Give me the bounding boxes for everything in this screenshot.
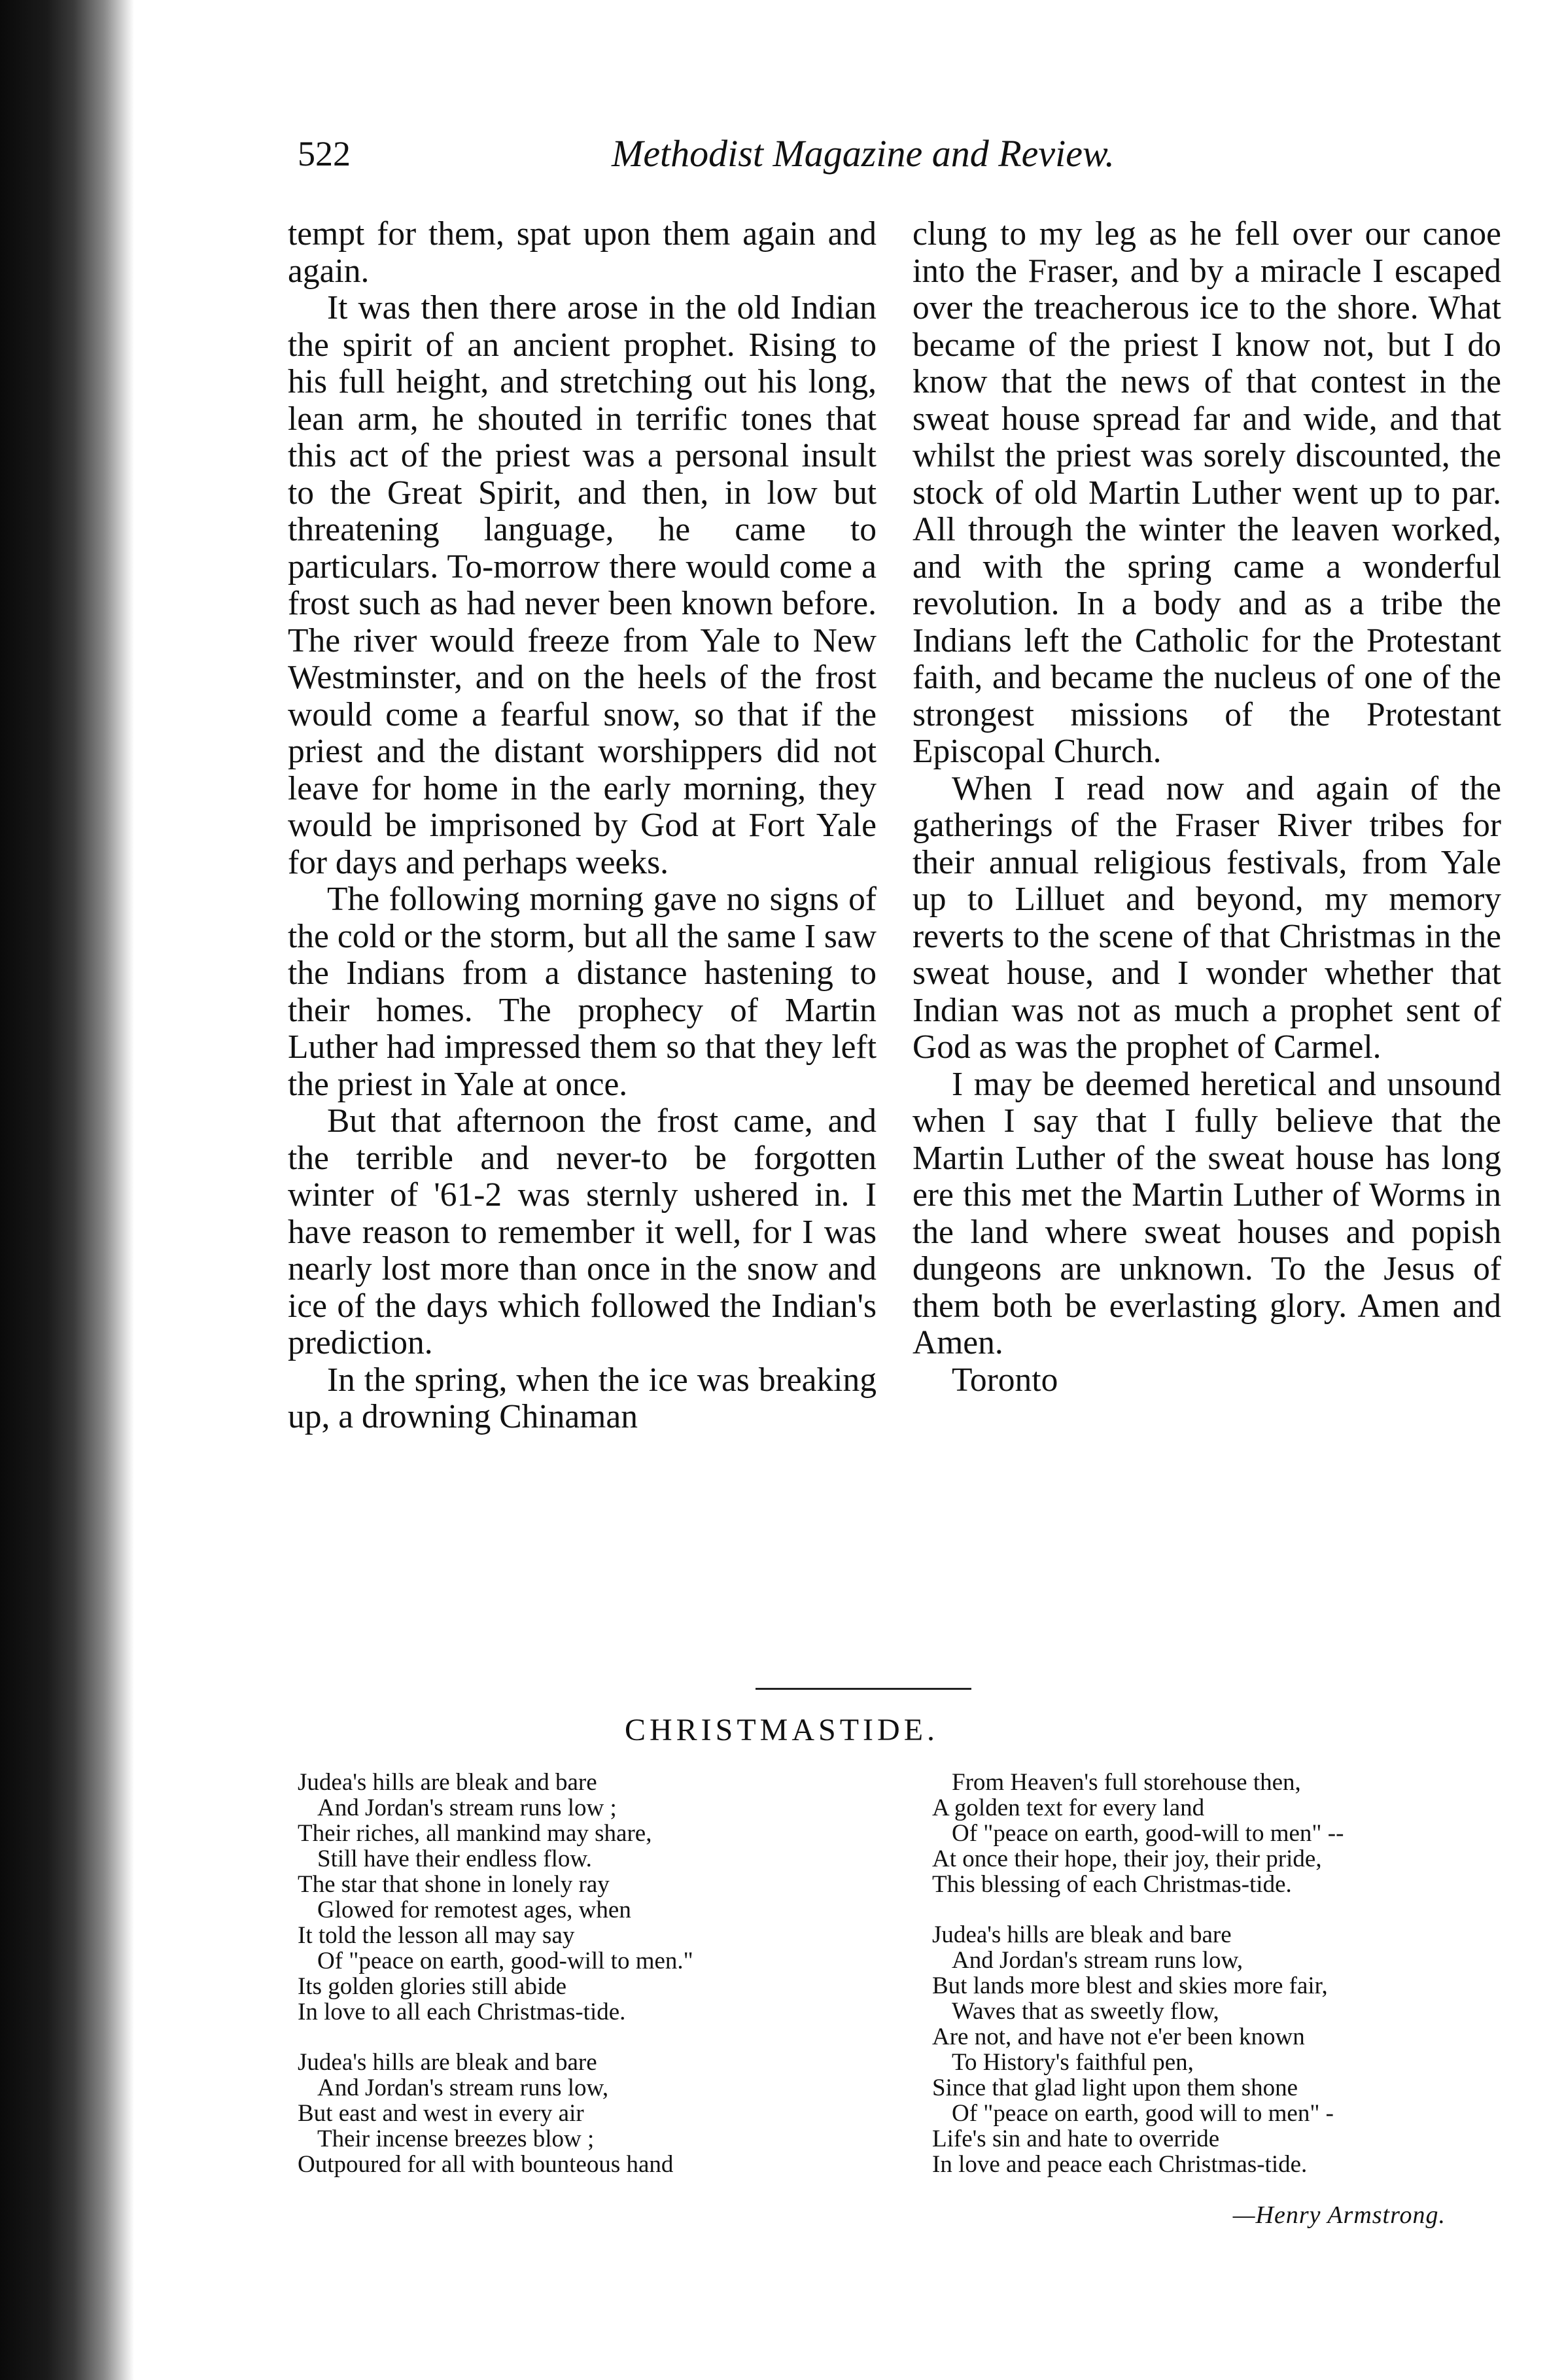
right-text-column bbox=[912, 216, 1501, 1655]
poem-author-signature: —Henry Armstrong. bbox=[1232, 2201, 1446, 2229]
poem-right-column bbox=[932, 1770, 1475, 2228]
poem-line: But lands more blest and skies more fair, bbox=[932, 1972, 1328, 1999]
poem-line: To History's faithful pen, bbox=[952, 2049, 1194, 2076]
poem-line: In love and peace each Christmas-tide. bbox=[932, 2151, 1308, 2178]
poem-stanza bbox=[298, 2050, 821, 2177]
poem-line: Judea's hills are bleak and bare bbox=[932, 1921, 1232, 1948]
poem-line: A golden text for every land bbox=[932, 1794, 1205, 1821]
paragraph: When I read now and again of the gatherings of the Fraser River tribes for their annual religious festivals, from Yale up to Lilluet and beyond, my memory reverts to the scene of that Christmas in the sweat house, and I wonder whether that Indian was not as much a prophet sent of God as was the prophet of Carmel. bbox=[912, 769, 1501, 1066]
paragraph: In the spring, when the ice was breaking up, a drowning Chinaman bbox=[288, 1361, 877, 1435]
poem-line: And Jordan's stream runs low ; bbox=[317, 1794, 617, 1821]
paragraph: tempt for them, spat upon them again and again. bbox=[288, 215, 877, 290]
poem-title: CHRISTMASTIDE. bbox=[624, 1713, 939, 1747]
running-title: Methodist Magazine and Review. bbox=[612, 132, 1115, 175]
poem-line: Glowed for remotest ages, when bbox=[317, 1897, 631, 1923]
poem-stanza bbox=[298, 1770, 821, 2025]
poem-left-column bbox=[298, 1770, 821, 2202]
paragraph: I may be deemed heretical and unsound when I say that I fully believe that the Martin Luther of the sweat house has long ere this met the Martin Luther of Worms in the land where sweat houses and popish dungeons are unknown. To the Jesus of them both be everlasting glory. Amen and Amen. bbox=[912, 1065, 1501, 1361]
page-number: 522 bbox=[298, 134, 351, 173]
left-text-column bbox=[288, 216, 877, 1655]
poem-line: Judea's hills are bleak and bare bbox=[298, 1769, 597, 1796]
paragraph: The following morning gave no signs of the cold or the storm, but all the same I saw the Indians from a distance hastening to their homes. The prophecy of Martin Luther had impressed them so that they left the priest in Yale at once. bbox=[288, 881, 877, 1103]
poem-line: Are not, and have not e'er been known bbox=[932, 2023, 1305, 2050]
poem-line: Life's sin and hate to override bbox=[932, 2126, 1220, 2152]
poem-line: But east and west in every air bbox=[298, 2100, 584, 2127]
poem-line: Judea's hills are bleak and bare bbox=[298, 2049, 597, 2076]
section-divider bbox=[756, 1688, 971, 1690]
paragraph: clung to my leg as he fell over our canoe into the Fraser, and by a miracle I escaped over the treacherous ice to the shore. What became of the priest I know not, but I do know that the news of that contest in the sweat house spread far and wide, and that whilst the priest was sorely discounted, the stock of old Martin Luther went up to par. All through the winter the leaven worked, and with the spring came a wonderful revolution. In a body and as a tribe the Indians left the Catholic for the Protestant faith, and became the nucleus of one of the strongest missions of the Protestant Episcopal Church. bbox=[912, 215, 1501, 770]
poem-stanza bbox=[932, 1922, 1475, 2177]
poem-line: The star that shone in lonely ray bbox=[298, 1871, 610, 1898]
poem-line: It told the lesson all may say bbox=[298, 1922, 575, 1949]
page-header bbox=[298, 128, 1266, 180]
poem-line: From Heaven's full storehouse then, bbox=[952, 1769, 1301, 1796]
poem-line: Their riches, all mankind may share, bbox=[298, 1820, 652, 1847]
sign-off-place: Toronto bbox=[952, 1361, 1058, 1399]
poem-line: Of "peace on earth, good will to men" - bbox=[952, 2100, 1334, 2127]
poem-line: Of "peace on earth, good-will to men." bbox=[317, 1948, 693, 1974]
poem-line: Outpoured for all with bounteous hand bbox=[298, 2151, 674, 2178]
poem-line: And Jordan's stream runs low, bbox=[952, 1947, 1243, 1974]
poem-stanza bbox=[932, 1770, 1475, 1897]
poem-line: Its golden glories still abide bbox=[298, 1973, 567, 2000]
poem-line: This blessing of each Christmas-tide. bbox=[932, 1871, 1292, 1898]
poem-line: And Jordan's stream runs low, bbox=[317, 2074, 609, 2101]
poem-line: At once their hope, their joy, their pride, bbox=[932, 1846, 1322, 1872]
poem-line: Of "peace on earth, good-will to men" -- bbox=[952, 1820, 1344, 1847]
paragraph: But that afternoon the frost came, and the terrible and never-to be forgotten winter of '61-2 was sternly ushered in. I have reason to remember it well, for I was nearly lost more than once in the snow and ice of the days which followed the Indian's prediction. bbox=[288, 1102, 877, 1361]
poem-line: Still have their endless flow. bbox=[317, 1846, 592, 1872]
paragraph: It was then there arose in the old Indian the spirit of an ancient prophet. Rising to his full height, and stretching out his long, lean arm, he shouted in terrific tones that this act of the priest was a personal insult to the Great Spirit, and then, in low but threatening language, he came to particulars. To-morrow there would come a frost such as had never been known before. The river would freeze from Yale to New Westminster, and on the heels of the frost would come a fearful snow, so that if the priest and the distant worshippers did not leave for home in the early morning, they would be imprisoned by God at Fort Yale for days and perhaps weeks. bbox=[288, 289, 877, 881]
book-spine-shadow bbox=[0, 0, 134, 2380]
poem-line: Waves that as sweetly flow, bbox=[952, 1998, 1219, 2025]
poem-line: Since that glad light upon them shone bbox=[932, 2074, 1298, 2101]
poem-line: Their incense breezes blow ; bbox=[317, 2126, 595, 2152]
poem-line: In love to all each Christmas-tide. bbox=[298, 1999, 626, 2025]
